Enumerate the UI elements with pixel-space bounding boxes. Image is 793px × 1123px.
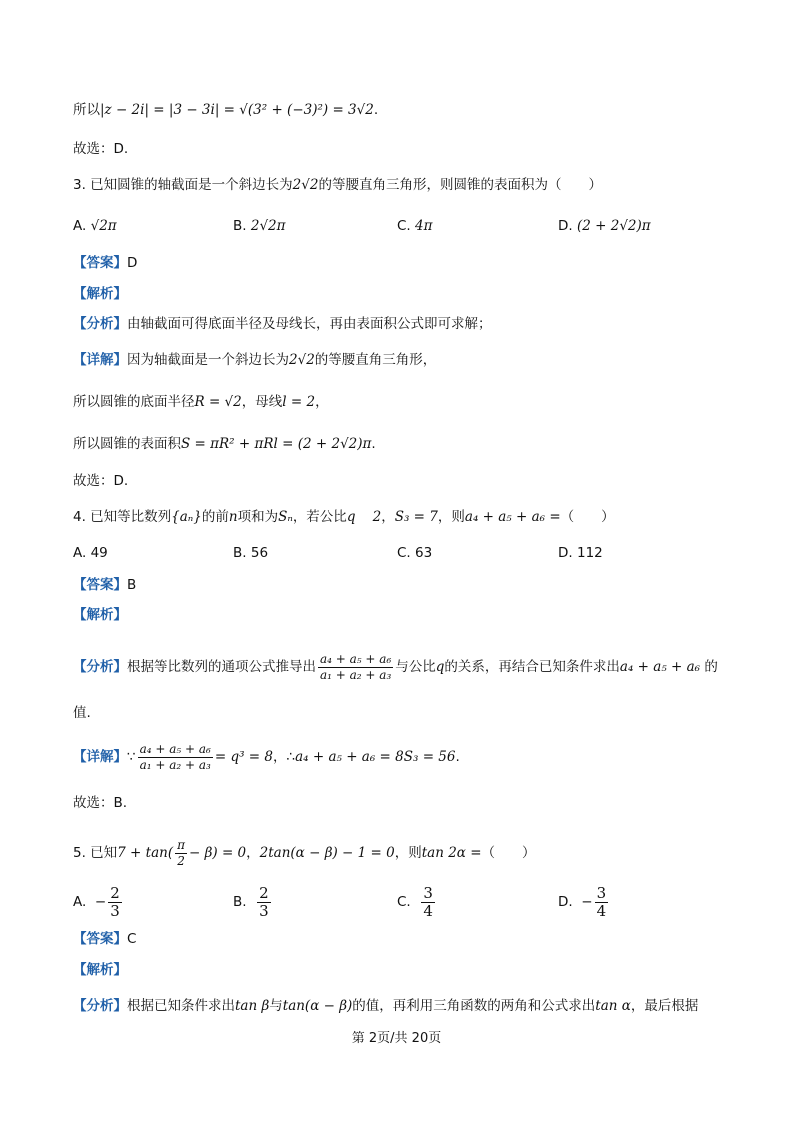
- q5-option-b: B. $\frac{2}{3}$: [233, 883, 269, 920]
- q4-fenxi: 【分析】根据等比数列的通项公式推导出 $\frac{\text{a₄ + a₅ + a₆}}{\text{a₁ + a₂ + a₃}}$ 与公比q的关系，再结合已知条件求出a₄ + a₅ + a₆ 的: [73, 651, 718, 682]
- q5-option-d: D. − $\frac{3}{4}$: [558, 883, 607, 920]
- q5-answer: 【答案】C: [73, 931, 137, 947]
- q4-option-a: A. 49: [73, 545, 108, 561]
- q3-choose: 故选：D.: [73, 473, 129, 489]
- q4-xiangjie: 【详解】∵ $\frac{\text{a₄ + a₅ + a₆}}{\text{a₁ + a₂ + a₃}}$ = q³ = 8，∴a₄ + a₅ + a₆ = 8S₃ = 56.: [73, 741, 460, 772]
- q4-choose: 故选：B.: [73, 795, 128, 811]
- q4-fenxi-cont: 值.: [73, 705, 91, 721]
- q4-option-d: D. 112: [558, 545, 603, 561]
- q3-option-d: D. (2 + 2√2)π: [558, 218, 651, 234]
- q3-option-c: C. 4π: [397, 218, 433, 234]
- ratio-fraction: $\frac{\text{a₄ + a₅ + a₆}}{\text{a₁ + a₂ + a₃}}$: [139, 741, 211, 772]
- q4-analysis-heading: 【解析】: [73, 607, 127, 623]
- q5-fenxi: 【分析】根据已知条件求出tan β与tan(α − β)的值，再利用三角函数的两角和公式求出tan α，最后根据: [73, 998, 699, 1014]
- q4-answer: 【答案】B: [73, 577, 137, 593]
- q3-option-a: A. √2π: [73, 218, 117, 234]
- solution-line: 所以|z − 2i| = |3 − 3i| = √(3² + (−3)²) = 3√2.: [73, 102, 379, 118]
- q5-option-c: C. $\frac{3}{4}$: [397, 883, 433, 920]
- q4-option-b: B. 56: [233, 545, 269, 561]
- q3-analysis-heading: 【解析】: [73, 286, 127, 302]
- page-footer: 第 2页/共 20页: [351, 1031, 442, 1046]
- q4-option-c: C. 63: [397, 545, 433, 561]
- q5-option-a: A. − $\frac{2}{3}$: [73, 883, 120, 920]
- q3-xiangjie-1: 【详解】因为轴截面是一个斜边长为2√2的等腰直角三角形，: [73, 352, 437, 368]
- q3-fenxi: 【分析】由轴截面可得底面半径及母线长，再由表面积公式即可求解；: [73, 316, 492, 332]
- formula: |z − 2i| = |3 − 3i| = √(3² + (−3)²) = 3√2: [100, 102, 374, 118]
- q5-stem: 5. 已知7 + tan( $\frac{\pi}{2}$ − β) = 0，2tan(α − β) − 1 = 0，则tan 2α =（ ）: [73, 837, 536, 868]
- ratio-fraction: $\frac{\text{a₄ + a₅ + a₆}}{\text{a₁ + a₂ + a₃}}$: [320, 651, 392, 682]
- q3-stem: 3. 已知圆锥的轴截面是一个斜边长为2√2的等腰直角三角形，则圆锥的表面积为（ ）: [73, 177, 602, 193]
- q4-stem: 4. 已知等比数列{aₙ}的前n项和为Sₙ，若公比q 2，S₃ = 7，则a₄ + a₅ + a₆ =（ ）: [73, 509, 615, 525]
- q3-xiangjie-2: 所以圆锥的底面半径R = √2，母线l = 2，: [73, 394, 329, 410]
- q3-answer: 【答案】D: [73, 255, 138, 271]
- choose-line: 故选：D.: [73, 141, 129, 157]
- q3-option-b: B. 2√2π: [233, 218, 286, 234]
- q5-analysis-heading: 【解析】: [73, 962, 127, 978]
- q3-xiangjie-3: 所以圆锥的表面积S = πR² + πRl = (2 + 2√2)π.: [73, 436, 376, 452]
